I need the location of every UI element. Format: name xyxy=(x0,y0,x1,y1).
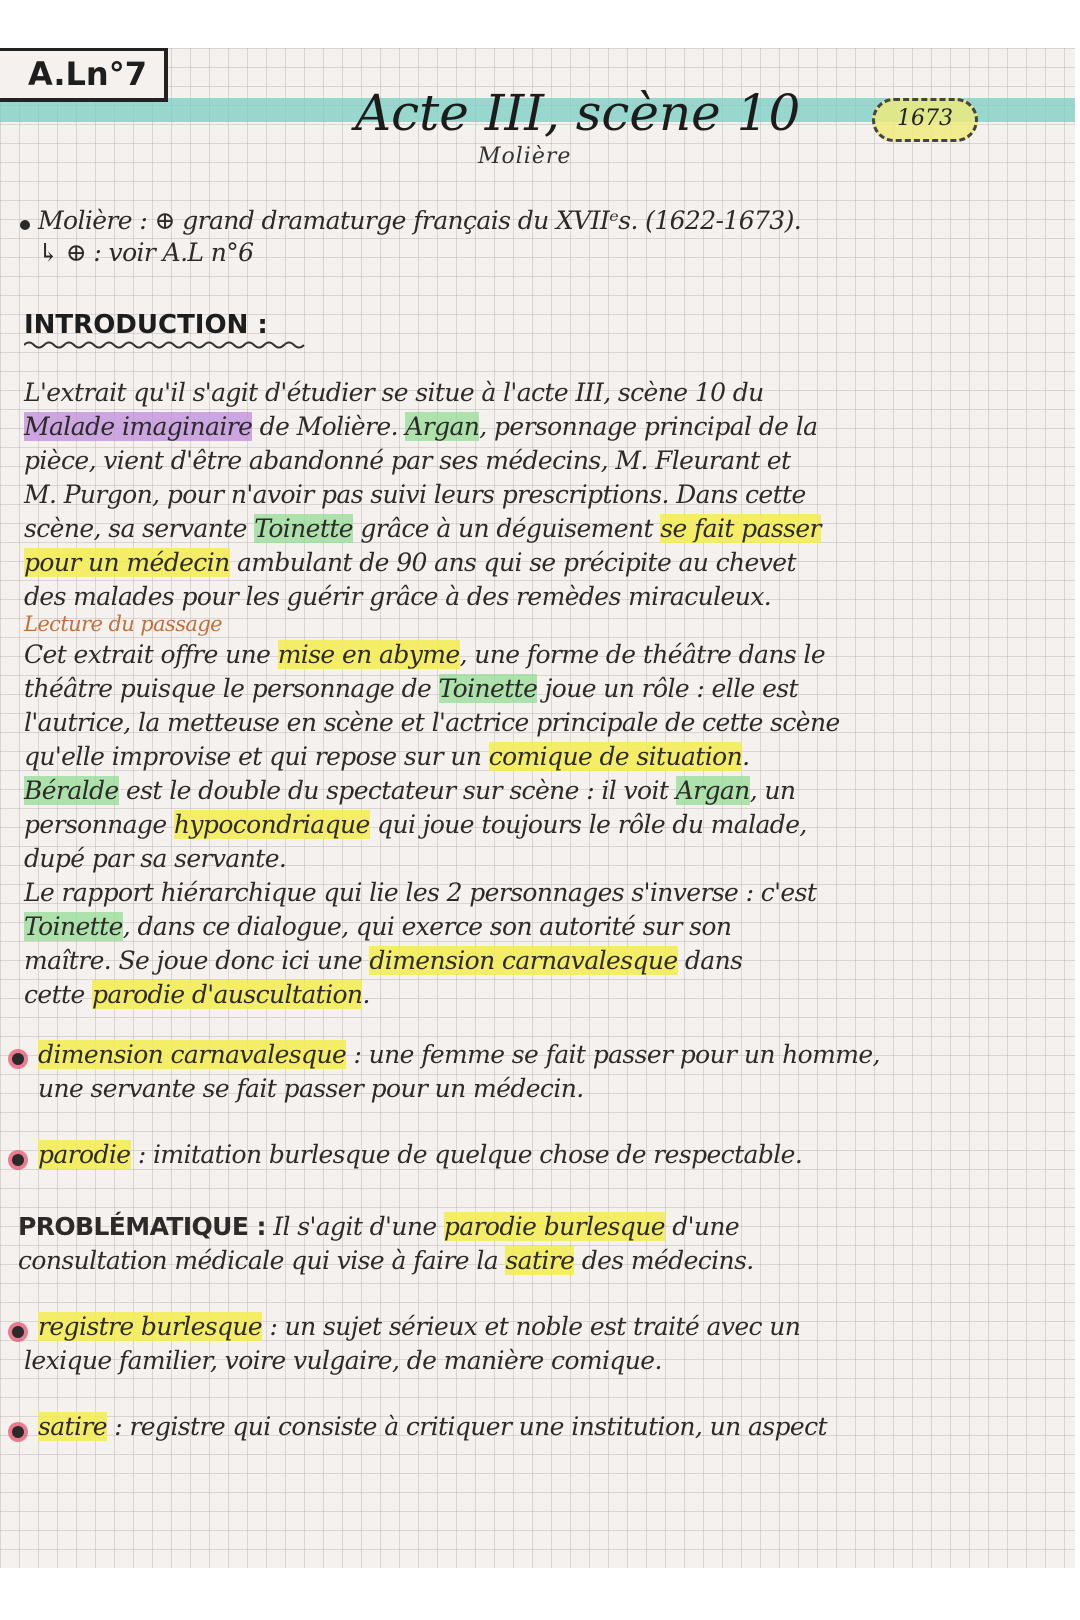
intro-line-6: pour un médecin ambulant de 90 ans qui se précipite au chevet xyxy=(24,548,796,577)
intro-line-9: Cet extrait offre une mise en abyme, une forme de théâtre dans le xyxy=(24,640,826,669)
definition-satire: satire : registre qui consiste à critiquer une institution, un aspect xyxy=(38,1412,827,1441)
intro-line-7: des malades pour les guérir grâce à des remèdes miraculeux. xyxy=(24,582,772,611)
year-cloud: 1673 xyxy=(872,98,978,142)
bullet-icon xyxy=(12,1326,24,1338)
definition-burlesque-cont: lexique familier, voire vulgaire, de manière comique. xyxy=(24,1346,662,1375)
intro-line-11: l'autrice, la metteuse en scène et l'actrice principale de cette scène xyxy=(24,708,840,737)
bullet-icon xyxy=(12,1154,24,1166)
intro-line-4: M. Purgon, pour n'avoir pas suivi leurs prescriptions. Dans cette xyxy=(24,480,806,509)
intro-note-line-2: ↳ ⊕ : voir A.L n°6 xyxy=(38,238,254,267)
intro-line-16: Le rapport hiérarchique qui lie les 2 personnages s'inverse : c'est xyxy=(24,878,817,907)
label-text: A.Ln°7 xyxy=(28,55,147,93)
intro-line-18: maître. Se joue donc ici une dimension carnavalesque dans xyxy=(24,946,743,975)
reading-note: Lecture du passage xyxy=(24,612,222,636)
intro-line-19: cette parodie d'auscultation. xyxy=(24,980,370,1009)
label-box xyxy=(0,48,168,102)
bullet-icon xyxy=(20,220,30,230)
introduction-heading: INTRODUCTION : xyxy=(24,310,268,340)
intro-line-2: Malade imaginaire de Molière. Argan, personnage principal de la xyxy=(24,412,818,441)
intro-line-15: dupé par sa servante. xyxy=(24,844,287,873)
intro-line-1: L'extrait qu'il s'agit d'étudier se situe à l'acte III, scène 10 du xyxy=(24,378,764,407)
definition-carnavalesque: dimension carnavalesque : une femme se fait passer pour un homme, xyxy=(38,1040,880,1069)
problematique-line-1: PROBLÉMATIQUE : Il s'agit d'une parodie burlesque d'une xyxy=(18,1212,740,1241)
definition-parodie: parodie : imitation burlesque de quelque chose de respectable. xyxy=(38,1140,803,1169)
definition-carnavalesque-cont: une servante se fait passer pour un médecin. xyxy=(38,1074,584,1103)
intro-line-13: Béralde est le double du spectateur sur scène : il voit Argan, un xyxy=(24,776,796,805)
intro-line-12: qu'elle improvise et qui repose sur un comique de situation. xyxy=(24,742,750,771)
author: Molière xyxy=(478,144,572,169)
bullet-icon xyxy=(12,1053,24,1065)
intro-line-10: théâtre puisque le personnage de Toinette joue un rôle : elle est xyxy=(24,674,798,703)
intro-line-5: scène, sa servante Toinette grâce à un déguisement se fait passer xyxy=(24,514,821,543)
notebook-page xyxy=(0,48,1075,1568)
intro-line-14: personnage hypocondriaque qui joue toujours le rôle du malade, xyxy=(24,810,807,839)
definition-burlesque: registre burlesque : un sujet sérieux et noble est traité avec un xyxy=(38,1312,801,1341)
intro-line-3: pièce, vient d'être abandonné par ses médecins, M. Fleurant et xyxy=(24,446,791,475)
problematique-line-2: consultation médicale qui vise à faire la satire des médecins. xyxy=(18,1246,754,1275)
intro-line-17: Toinette, dans ce dialogue, qui exerce son autorité sur son xyxy=(24,912,732,941)
bullet-icon xyxy=(12,1426,24,1438)
wavy-underline xyxy=(24,340,310,350)
intro-note-line-1: Molière : ⊕ grand dramaturge français du XVIIᵉs. (1622-1673). xyxy=(38,206,802,235)
page-title: Acte III, scène 10 xyxy=(355,84,801,142)
